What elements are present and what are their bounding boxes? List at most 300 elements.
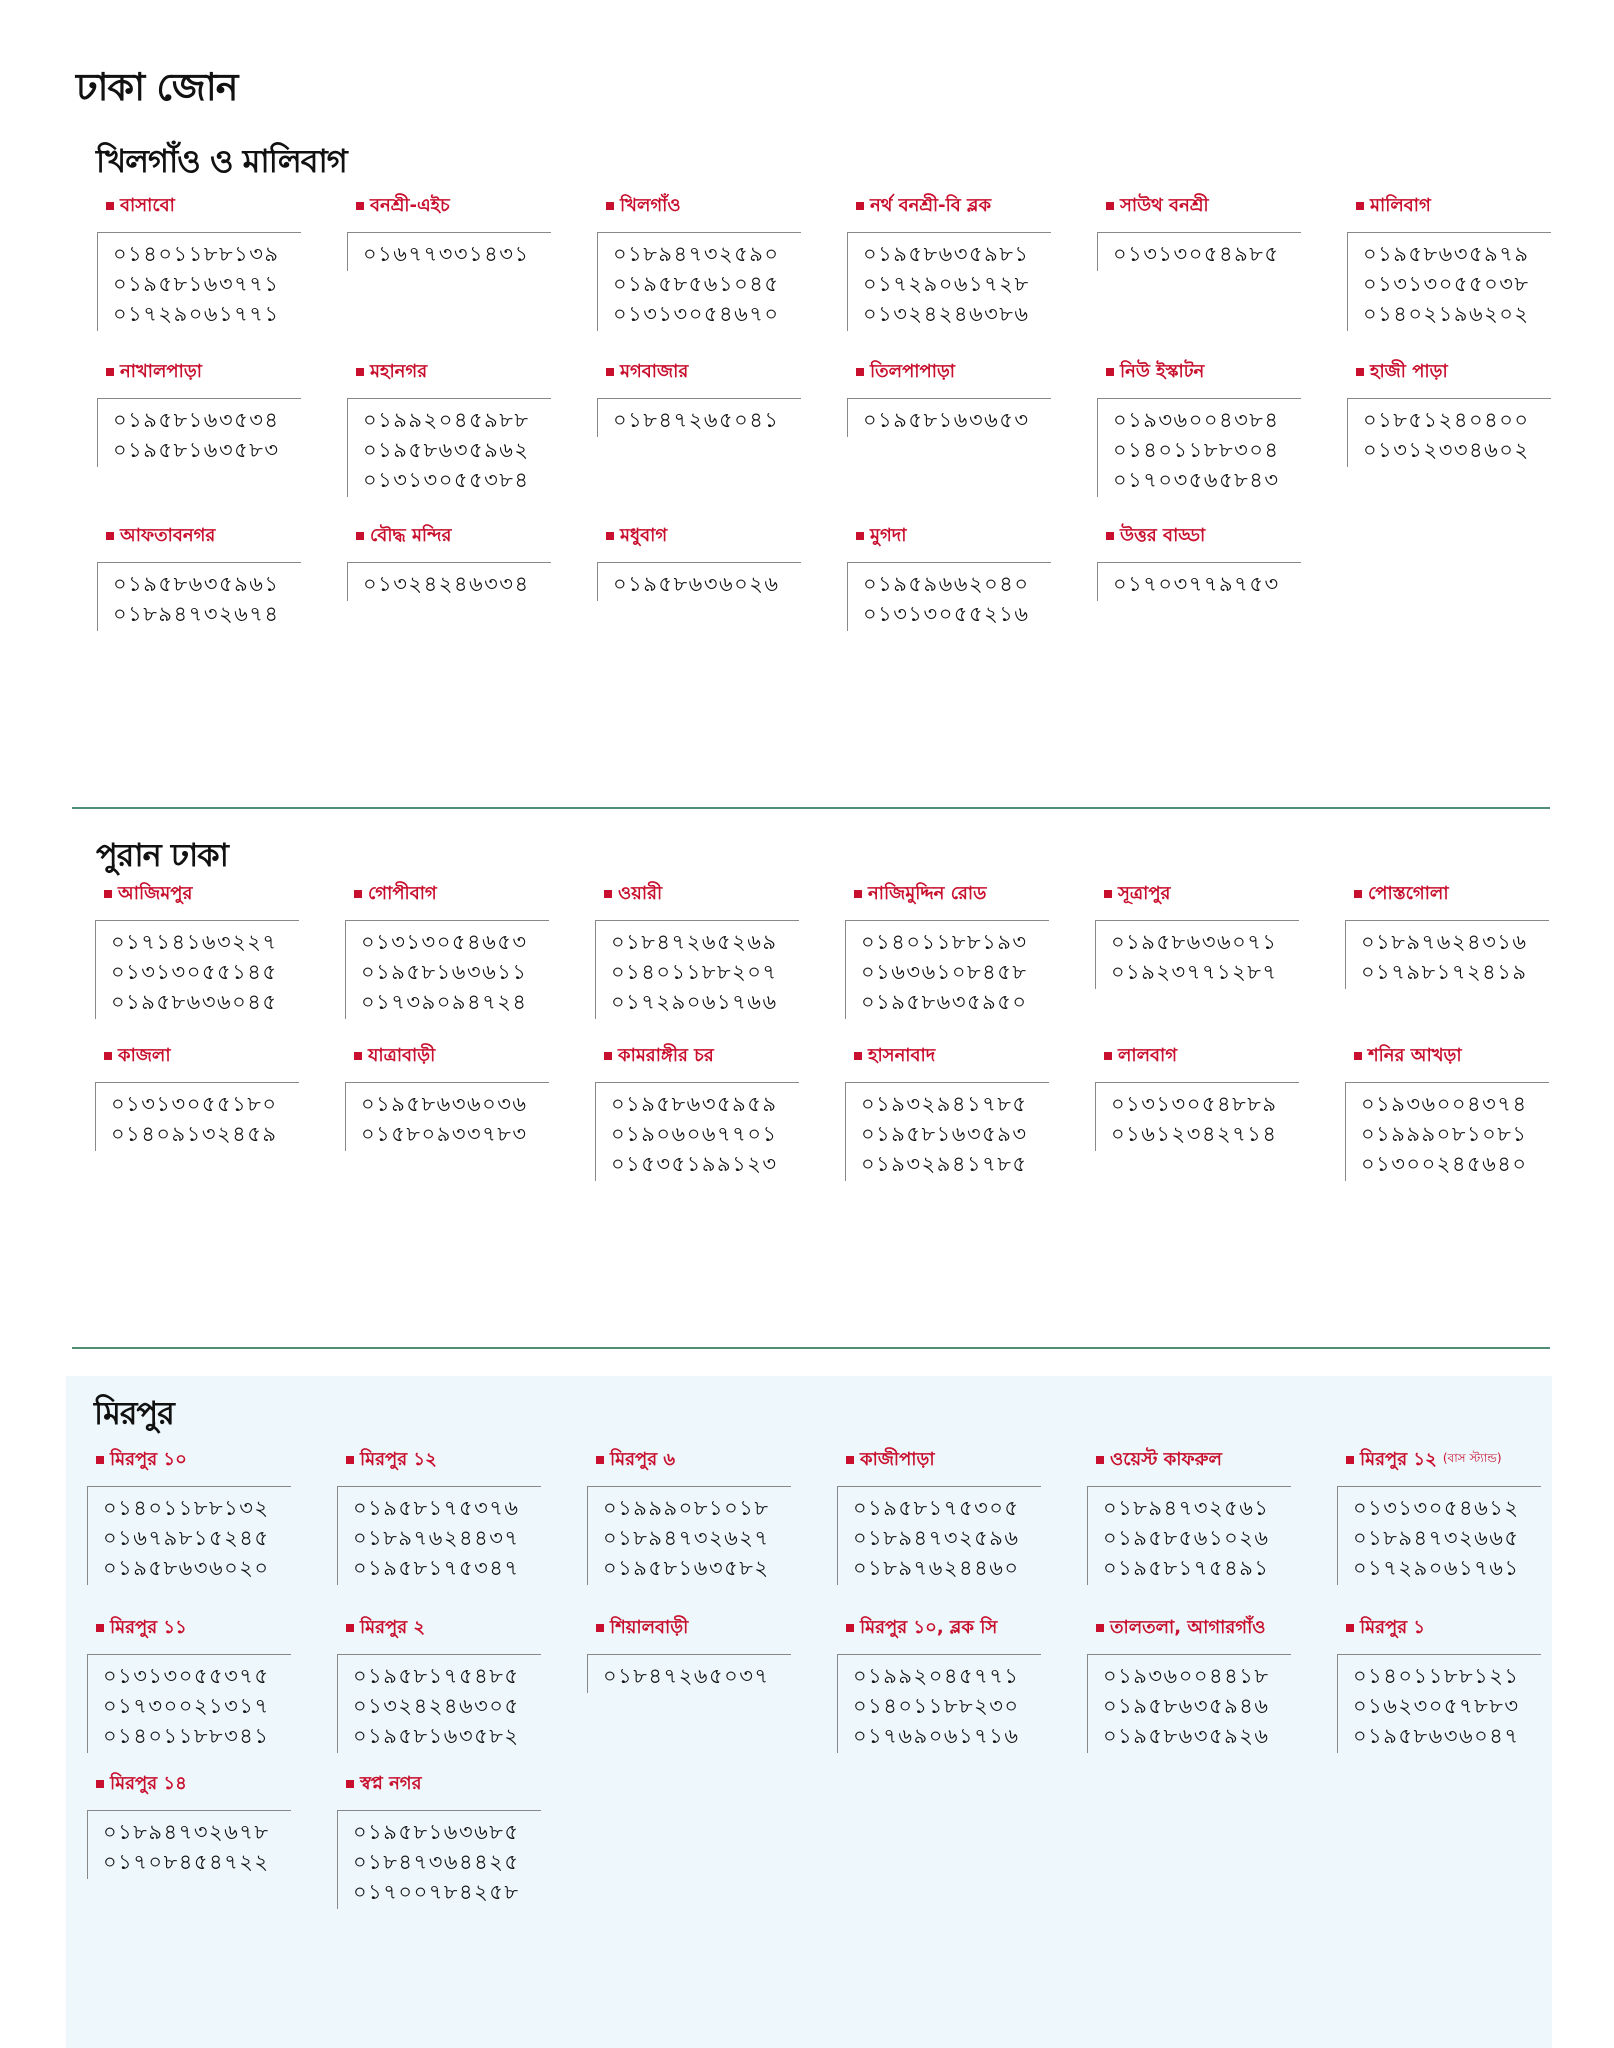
phone-number: ০১৭২৯০৬১৭৬১ — [1353, 1556, 1520, 1580]
area-name — [1086, 192, 1296, 220]
phone-number: ০১৯৫৮১৬৩৫৮৩ — [113, 438, 280, 462]
phone-number: ০১৯৫৮৬৩৫৯২৬ — [1103, 1724, 1270, 1748]
phone-number: ০১৮৯৪৭৩২৫৯৬ — [853, 1526, 1020, 1550]
area-name — [1084, 880, 1294, 908]
red-square-icon — [106, 532, 114, 540]
area-block — [1084, 1042, 1294, 1151]
phone-number: ০১৩১৩০৫৫৩৭৫ — [103, 1664, 270, 1688]
area-name-label: নাজিমুদ্দিন রোড — [868, 882, 987, 904]
phone-number: ০১৭৩৯০৯৪৭২৪ — [361, 990, 528, 1014]
phone-list — [595, 920, 799, 1019]
phone-number: ০১৯৫৮৬৩৫৯৫০ — [861, 990, 1028, 1014]
phone-number: ০১৭০৩৭৭৯৭৫৩ — [1113, 572, 1280, 596]
area-name — [836, 358, 1046, 386]
phone-number: ০১৯৫৮৬৩৫৯৬২ — [363, 438, 530, 462]
phone-number: ০১৯৫৮১৭৫৩০৫ — [853, 1496, 1020, 1520]
area-name-label: মিরপুর ১২ — [360, 1448, 437, 1470]
red-square-icon — [1104, 890, 1112, 898]
area-name-label: হাসনাবাদ — [868, 1044, 936, 1066]
phone-number: ০১৪০২১৯৬২০২ — [1363, 302, 1530, 326]
section-title-khilgaon-malibagh: খিলগাঁও ও মালিবাগ — [96, 142, 347, 180]
area-block — [586, 522, 796, 601]
area-name — [1086, 522, 1296, 550]
phone-number: ০১৮৪৭২৬৫০৪১ — [613, 408, 780, 432]
phone-list — [1347, 398, 1551, 467]
phone-number: ০১৩১৩০৫৪৬৭০ — [613, 302, 780, 326]
phone-number: ০১৩১৩০৫৫৩৮৪ — [363, 468, 530, 492]
red-square-icon — [854, 1052, 862, 1060]
area-name-label: হাজী পাড়া — [1370, 360, 1448, 382]
red-square-icon — [1104, 1052, 1112, 1060]
area-name — [1086, 358, 1296, 386]
phone-number: ০১৯৫৮৬৩৫৯৪৬ — [1103, 1694, 1270, 1718]
phone-list — [845, 1082, 1049, 1181]
phone-number: ০১৩২৪২৪৬৩৮৬ — [863, 302, 1030, 326]
phone-number: ০১৯৫৮১৬৩৬১১ — [361, 960, 528, 984]
area-block — [1086, 358, 1296, 497]
area-block — [86, 358, 296, 467]
phone-number: ০১৩১৩০৫৫২১৬ — [863, 602, 1030, 626]
phone-list — [1087, 1654, 1291, 1753]
phone-number: ০১৯৯৯০৮১০১৮ — [603, 1496, 770, 1520]
area-block — [1336, 358, 1546, 467]
area-block — [836, 192, 1046, 331]
area-name — [84, 880, 294, 908]
area-name-label: মিরপুর ১০ — [110, 1448, 187, 1470]
phone-number: ০১৯৫৮৬৩৬০২০ — [103, 1556, 270, 1580]
phone-number: ০১৮৪৭২৬৫০৩৭ — [603, 1664, 770, 1688]
area-block — [584, 1042, 794, 1181]
phone-number: ০১৩২৪২৪৬৩০৫ — [353, 1694, 520, 1718]
area-block — [86, 522, 296, 631]
phone-number: ০১৯৫৮১৬৩৭৭১ — [113, 272, 280, 296]
phone-number: ০১৯৫৮১৬৩৫৩৪ — [113, 408, 280, 432]
area-block — [576, 1446, 786, 1585]
area-block — [336, 192, 546, 271]
phone-number: ০১৭৬৯০৬১৭১৬ — [853, 1724, 1020, 1748]
phone-number: ০১৩১৩০৫৪৮৮৯ — [1111, 1092, 1278, 1116]
phone-list — [1347, 232, 1551, 331]
red-square-icon — [1346, 1624, 1354, 1632]
phone-list — [847, 232, 1051, 331]
area-name — [1334, 880, 1544, 908]
red-square-icon — [104, 1052, 112, 1060]
page-title: ঢাকা জোন — [76, 65, 238, 109]
area-name — [86, 522, 296, 550]
area-name-label: মিরপুর ১৪ — [110, 1772, 187, 1794]
area-name-label: সাউথ বনশ্রী — [1120, 194, 1209, 216]
area-block — [76, 1446, 286, 1585]
area-name — [326, 1614, 536, 1642]
phone-number: ০১৩১৩০৫৫১৮০ — [111, 1092, 278, 1116]
phone-number: ০১৯৫৮৬৩৫৯৬১ — [113, 572, 280, 596]
phone-number: ০১৯৫৮১৬৩৫৯৩ — [861, 1122, 1028, 1146]
area-name-label: শনির আখড়া — [1368, 1044, 1462, 1066]
area-block — [576, 1614, 786, 1693]
area-block — [84, 1042, 294, 1151]
phone-number: ০১৪০১১৮৮৩৪১ — [103, 1724, 270, 1748]
area-name-label: নিউ ইস্কাটন — [1120, 360, 1205, 382]
red-square-icon — [96, 1456, 104, 1464]
area-name-label: কাজলা — [118, 1044, 171, 1066]
area-name — [586, 358, 796, 386]
phone-number: ০১৭০৩৫৬৫৮৪৩ — [1113, 468, 1280, 492]
phone-number: ০১৮৯৪৭৩২৫৬১ — [1103, 1496, 1270, 1520]
phone-number: ০১৮৯৪৭৩২৬২৭ — [603, 1526, 770, 1550]
area-block — [326, 1770, 536, 1909]
phone-number: ০১৯৫৮৬৩৬০৪৭ — [1353, 1724, 1520, 1748]
phone-number: ০১৯৩৬০০৪৩৮৪ — [1113, 408, 1280, 432]
phone-number: ০১৮৯৪৭৩২৬৭৮ — [103, 1820, 270, 1844]
red-square-icon — [856, 368, 864, 376]
phone-number: ০১৭২৯০৬১৭২৮ — [863, 272, 1030, 296]
red-square-icon — [606, 532, 614, 540]
area-block — [326, 1614, 536, 1753]
red-square-icon — [856, 202, 864, 210]
red-square-icon — [104, 890, 112, 898]
phone-number: ০১৮৯৭৬২৪৩১৬ — [1361, 930, 1528, 954]
phone-list — [1345, 920, 1549, 989]
area-name — [576, 1446, 786, 1474]
area-name-label: বাসাবো — [120, 194, 175, 216]
area-name-label: পোস্তগোলা — [1368, 882, 1449, 904]
area-name-label: মিরপুর ২ — [360, 1616, 426, 1638]
area-name-label: বৌদ্ধ মন্দির — [370, 524, 452, 546]
red-square-icon — [1096, 1456, 1104, 1464]
red-square-icon — [1356, 368, 1364, 376]
area-name — [1336, 192, 1546, 220]
red-square-icon — [846, 1624, 854, 1632]
area-name — [1084, 1042, 1294, 1070]
phone-list — [95, 1082, 299, 1151]
phone-number: ০১৮৯৭৬২৪৪৩৭ — [353, 1526, 520, 1550]
phone-list — [597, 398, 801, 437]
phone-number: ০১৬৭৯৮১৫২৪৫ — [103, 1526, 270, 1550]
phone-list — [337, 1810, 541, 1909]
phone-list — [97, 562, 301, 631]
phone-number: ০১৯৫৯৬৬২০৪০ — [863, 572, 1030, 596]
area-name — [326, 1770, 536, 1798]
area-name-label: মালিবাগ — [1370, 194, 1431, 216]
phone-number: ০১৬২৩০৫৭৮৮৩ — [1353, 1694, 1520, 1718]
area-name — [586, 522, 796, 550]
area-name-label: ওয়ারী — [618, 882, 663, 904]
red-square-icon — [1096, 1624, 1104, 1632]
area-name — [334, 1042, 544, 1070]
phone-number: ০১৭৯৮১৭২৪১৯ — [1361, 960, 1528, 984]
red-square-icon — [106, 202, 114, 210]
area-block — [826, 1614, 1036, 1753]
area-name-label: মধুবাগ — [620, 524, 668, 546]
area-name — [834, 1042, 1044, 1070]
phone-number: ০১৯৫৮৬৩৬০২৬ — [613, 572, 780, 596]
area-name — [334, 880, 544, 908]
area-block — [1086, 192, 1296, 271]
area-name — [76, 1770, 286, 1798]
area-block — [86, 192, 296, 331]
phone-number: ০১৩১২৩৩৪৬০২ — [1363, 438, 1530, 462]
area-name — [76, 1446, 286, 1474]
red-square-icon — [354, 1052, 362, 1060]
area-block — [834, 1042, 1044, 1181]
phone-number: ০১৯৫৮১৭৫৩৪৭ — [353, 1556, 520, 1580]
area-block — [1334, 1042, 1544, 1181]
phone-number: ০১৯৫৮৬৩৫৯৫৯ — [611, 1092, 778, 1116]
area-block — [1076, 1614, 1286, 1753]
phone-list — [347, 562, 551, 601]
phone-list — [1097, 398, 1301, 497]
section-divider — [72, 807, 1550, 809]
area-name — [584, 880, 794, 908]
area-name-label: তিলপাপাড়া — [870, 360, 956, 382]
red-square-icon — [346, 1780, 354, 1788]
phone-list — [587, 1486, 791, 1585]
phone-number: ০১৩০০২৪৫৬৪০ — [1361, 1152, 1528, 1176]
red-square-icon — [606, 368, 614, 376]
phone-number: ০১৬১২৩৪২৭১৪ — [1111, 1122, 1278, 1146]
phone-number: ০১৯৩৬০০৪৪১৮ — [1103, 1664, 1270, 1688]
area-block — [334, 1042, 544, 1151]
phone-number: ০১৬৩৬১০৮৪৫৮ — [861, 960, 1028, 984]
red-square-icon — [596, 1456, 604, 1464]
phone-list — [97, 398, 301, 467]
area-name-label: আজিমপুর — [118, 882, 193, 904]
area-block — [1326, 1614, 1536, 1753]
red-square-icon — [604, 1052, 612, 1060]
phone-list — [87, 1654, 291, 1753]
red-square-icon — [1106, 368, 1114, 376]
area-block — [826, 1446, 1036, 1585]
area-name-label: মহানগর — [370, 360, 428, 382]
phone-number: ০১৭০০৭৮৪২৫৮ — [353, 1880, 520, 1904]
phone-number: ০১৯৫৮৫৬১০৪৫ — [613, 272, 780, 296]
phone-number: ০১৫৩৫১৯৯১২৩ — [611, 1152, 778, 1176]
phone-number: ০১৯৫৮১৬৩৫৮২ — [603, 1556, 770, 1580]
phone-number: ০১৯৫৮৬৩৬০৪৫ — [111, 990, 278, 1014]
phone-number: ০১৯৫৮১৭৫৩৭৬ — [353, 1496, 520, 1520]
phone-number: ০১৯৫৮৬৩৬০৩৬ — [361, 1092, 528, 1116]
area-name — [1326, 1614, 1536, 1642]
area-note: (বাস স্ট্যান্ড) — [1442, 1451, 1502, 1465]
area-name-label: খিলগাঁও — [620, 194, 681, 216]
phone-list — [845, 920, 1049, 1019]
red-square-icon — [604, 890, 612, 898]
phone-number: ০১৪০১১৮৮২৩০ — [853, 1694, 1020, 1718]
area-block — [1334, 880, 1544, 989]
phone-list — [1345, 1082, 1549, 1181]
phone-number: ০১৯৩২৯৪১৭৮৫ — [861, 1152, 1028, 1176]
phone-list — [1087, 1486, 1291, 1585]
phone-number: ০১৮৯৪৭৩২৬৭৪ — [113, 602, 280, 626]
area-name-label: কামরাঙ্গীর চর — [618, 1044, 714, 1066]
red-square-icon — [96, 1624, 104, 1632]
phone-list — [1337, 1486, 1541, 1585]
phone-number: ০১৪০১১৮৮১৯৩ — [861, 930, 1028, 954]
phone-number: ০১৩১৩০৫৪৬১২ — [1353, 1496, 1520, 1520]
area-name-label: লালবাগ — [1118, 1044, 1178, 1066]
phone-number: ০১৪০১১৮৮২০৭ — [611, 960, 778, 984]
phone-list — [1337, 1654, 1541, 1753]
phone-number: ০১৯৫৮৬৩৫৯৮১ — [863, 242, 1030, 266]
area-name-label: গোপীবাগ — [368, 882, 437, 904]
phone-number: ০১৯৫৮৬৩৬০৭১ — [1111, 930, 1278, 954]
area-name-label: নর্থ বনশ্রী-বি ব্লক — [870, 194, 992, 216]
area-name — [826, 1446, 1036, 1474]
phone-number: ০১৩১৩০৫৫১৪৫ — [111, 960, 278, 984]
area-name — [836, 192, 1046, 220]
phone-number: ০১৭২৯০৬১৭৭১ — [113, 302, 280, 326]
phone-number: ০১৮৯৪৭৩২৬৬৫ — [1353, 1526, 1520, 1550]
area-name — [76, 1614, 286, 1642]
area-block — [76, 1770, 286, 1879]
phone-number: ০১৭১৪১৬৩২২৭ — [111, 930, 278, 954]
area-block — [84, 880, 294, 1019]
area-name — [584, 1042, 794, 1070]
area-name-label: উত্তর বাড্ডা — [1120, 524, 1206, 546]
phone-list — [847, 562, 1051, 631]
area-block — [584, 880, 794, 1019]
phone-number: ০১৯০৬০৬৭৭০১ — [611, 1122, 778, 1146]
area-name — [84, 1042, 294, 1070]
area-name — [336, 192, 546, 220]
phone-list — [837, 1654, 1041, 1753]
phone-number: ০১৯৫৮১৬৩৬৫৩ — [863, 408, 1030, 432]
area-name — [836, 522, 1046, 550]
red-square-icon — [1106, 202, 1114, 210]
phone-number: ০১৩২৪২৪৬৩৩৪ — [363, 572, 530, 596]
phone-number: ০১৭৩০০২১৩১৭ — [103, 1694, 270, 1718]
phone-list — [337, 1654, 541, 1753]
red-square-icon — [596, 1624, 604, 1632]
phone-list — [345, 1082, 549, 1151]
phone-number: ০১৯৯২০৪৫৭৭১ — [853, 1664, 1020, 1688]
phone-number: ০১৯৩৬০০৪৩৭৪ — [1361, 1092, 1528, 1116]
area-name-label: মুগদা — [870, 524, 907, 546]
phone-number: ০১৩১৩০৫৪৯৮৫ — [1113, 242, 1280, 266]
area-name — [1326, 1446, 1536, 1474]
phone-list — [97, 232, 301, 331]
phone-list — [347, 398, 551, 497]
area-block — [336, 522, 546, 601]
area-name-label: তালতলা, আগারগাঁও — [1110, 1616, 1266, 1638]
area-name-label: মিরপুর ৬ — [610, 1448, 676, 1470]
area-name — [1076, 1614, 1286, 1642]
phone-number: ০১৮৪৭৩৬৪৪২৫ — [353, 1850, 520, 1874]
phone-number: ০১৪০১১৮৮১২১ — [1353, 1664, 1520, 1688]
phone-list — [345, 920, 549, 1019]
area-block — [1084, 880, 1294, 989]
area-name — [336, 358, 546, 386]
phone-list — [1097, 232, 1301, 271]
area-name — [326, 1446, 536, 1474]
red-square-icon — [356, 368, 364, 376]
phone-number: ০১৮৯৪৭৩২৫৯০ — [613, 242, 780, 266]
red-square-icon — [356, 532, 364, 540]
area-name-label: মিরপুর ১২ — [1360, 1448, 1437, 1470]
area-block — [1326, 1446, 1536, 1585]
phone-list — [337, 1486, 541, 1585]
red-square-icon — [1354, 1052, 1362, 1060]
red-square-icon — [96, 1780, 104, 1788]
area-name-label: মিরপুর ১১ — [110, 1616, 187, 1638]
phone-list — [1095, 920, 1299, 989]
phone-list — [597, 562, 801, 601]
phone-list — [597, 232, 801, 331]
phone-list — [587, 1654, 791, 1693]
area-name — [576, 1614, 786, 1642]
phone-list — [1095, 1082, 1299, 1151]
phone-list — [95, 920, 299, 1019]
area-block — [834, 880, 1044, 1019]
area-name-label: মগবাজার — [620, 360, 689, 382]
section-title-puran-dhaka: পুরান ঢাকা — [96, 836, 228, 874]
phone-list — [847, 398, 1051, 437]
phone-number: ০১৪০৯১৩২৪৫৯ — [111, 1122, 278, 1146]
red-square-icon — [346, 1624, 354, 1632]
red-square-icon — [1354, 890, 1362, 898]
red-square-icon — [846, 1456, 854, 1464]
phone-list — [595, 1082, 799, 1181]
area-name — [826, 1614, 1036, 1642]
area-block — [326, 1446, 536, 1585]
phone-number: ০১৪০১১৮৮৩০৪ — [1113, 438, 1280, 462]
area-name — [336, 522, 546, 550]
area-block — [1076, 1446, 1286, 1585]
red-square-icon — [106, 368, 114, 376]
phone-number: ০১৯৫৮১৭৫৪৯১ — [1103, 1556, 1270, 1580]
phone-number: ০১৩১৩০৫৪৬৫৩ — [361, 930, 528, 954]
red-square-icon — [354, 890, 362, 898]
phone-number: ০১৮৪৭২৬৫২৬৯ — [611, 930, 778, 954]
phone-number: ০১৯৫৮১৬৩৫৮২ — [353, 1724, 520, 1748]
area-block — [334, 880, 544, 1019]
phone-list — [87, 1486, 291, 1585]
area-name-label: যাত্রাবাড়ী — [368, 1044, 436, 1066]
red-square-icon — [1356, 202, 1364, 210]
area-name-label: ওয়েস্ট কাফরুল — [1110, 1448, 1222, 1470]
area-block — [836, 522, 1046, 631]
red-square-icon — [856, 532, 864, 540]
phone-number: ০১৯৫৮৫৬১০২৬ — [1103, 1526, 1270, 1550]
phone-number: ০১৫৮০৯৩৩৭৮৩ — [361, 1122, 528, 1146]
phone-number: ০১৭২৯০৬১৭৬৬ — [611, 990, 778, 1014]
area-name-label: নাখালপাড়া — [120, 360, 202, 382]
phone-number: ০১৯৫৮৬৩৫৯৭৯ — [1363, 242, 1530, 266]
area-block — [1336, 192, 1546, 331]
red-square-icon — [356, 202, 364, 210]
phone-number: ০১৯৫৮১৭৫৪৮৫ — [353, 1664, 520, 1688]
area-name — [86, 192, 296, 220]
area-name — [86, 358, 296, 386]
phone-number: ০১৭০৮৪৫৪৭২২ — [103, 1850, 270, 1874]
phone-number: ০১৪০১১৮৮১৩৯ — [113, 242, 280, 266]
area-block — [336, 358, 546, 497]
area-name-label: আফতাবনগর — [120, 524, 216, 546]
area-name-label: বনশ্রী-এইচ — [370, 194, 450, 216]
phone-number: ০১৬৭৭৩৩১৪৩১ — [363, 242, 530, 266]
phone-list — [87, 1810, 291, 1879]
phone-number: ০১৯৩২৯৪১৭৮৫ — [861, 1092, 1028, 1116]
section-divider — [72, 1347, 1550, 1349]
phone-number: ০১৯৯৯০৮১০৮১ — [1361, 1122, 1528, 1146]
area-name-label: স্বপ্ন নগর — [360, 1772, 422, 1794]
area-name-label: সূত্রাপুর — [1118, 882, 1171, 904]
area-name — [834, 880, 1044, 908]
phone-number: ০১৯৫৮১৬৩৬৮৫ — [353, 1820, 520, 1844]
area-name-label: কাজীপাড়া — [860, 1448, 935, 1470]
area-name — [1336, 358, 1546, 386]
phone-number: ০১৯২৩৭৭১২৮৭ — [1111, 960, 1278, 984]
